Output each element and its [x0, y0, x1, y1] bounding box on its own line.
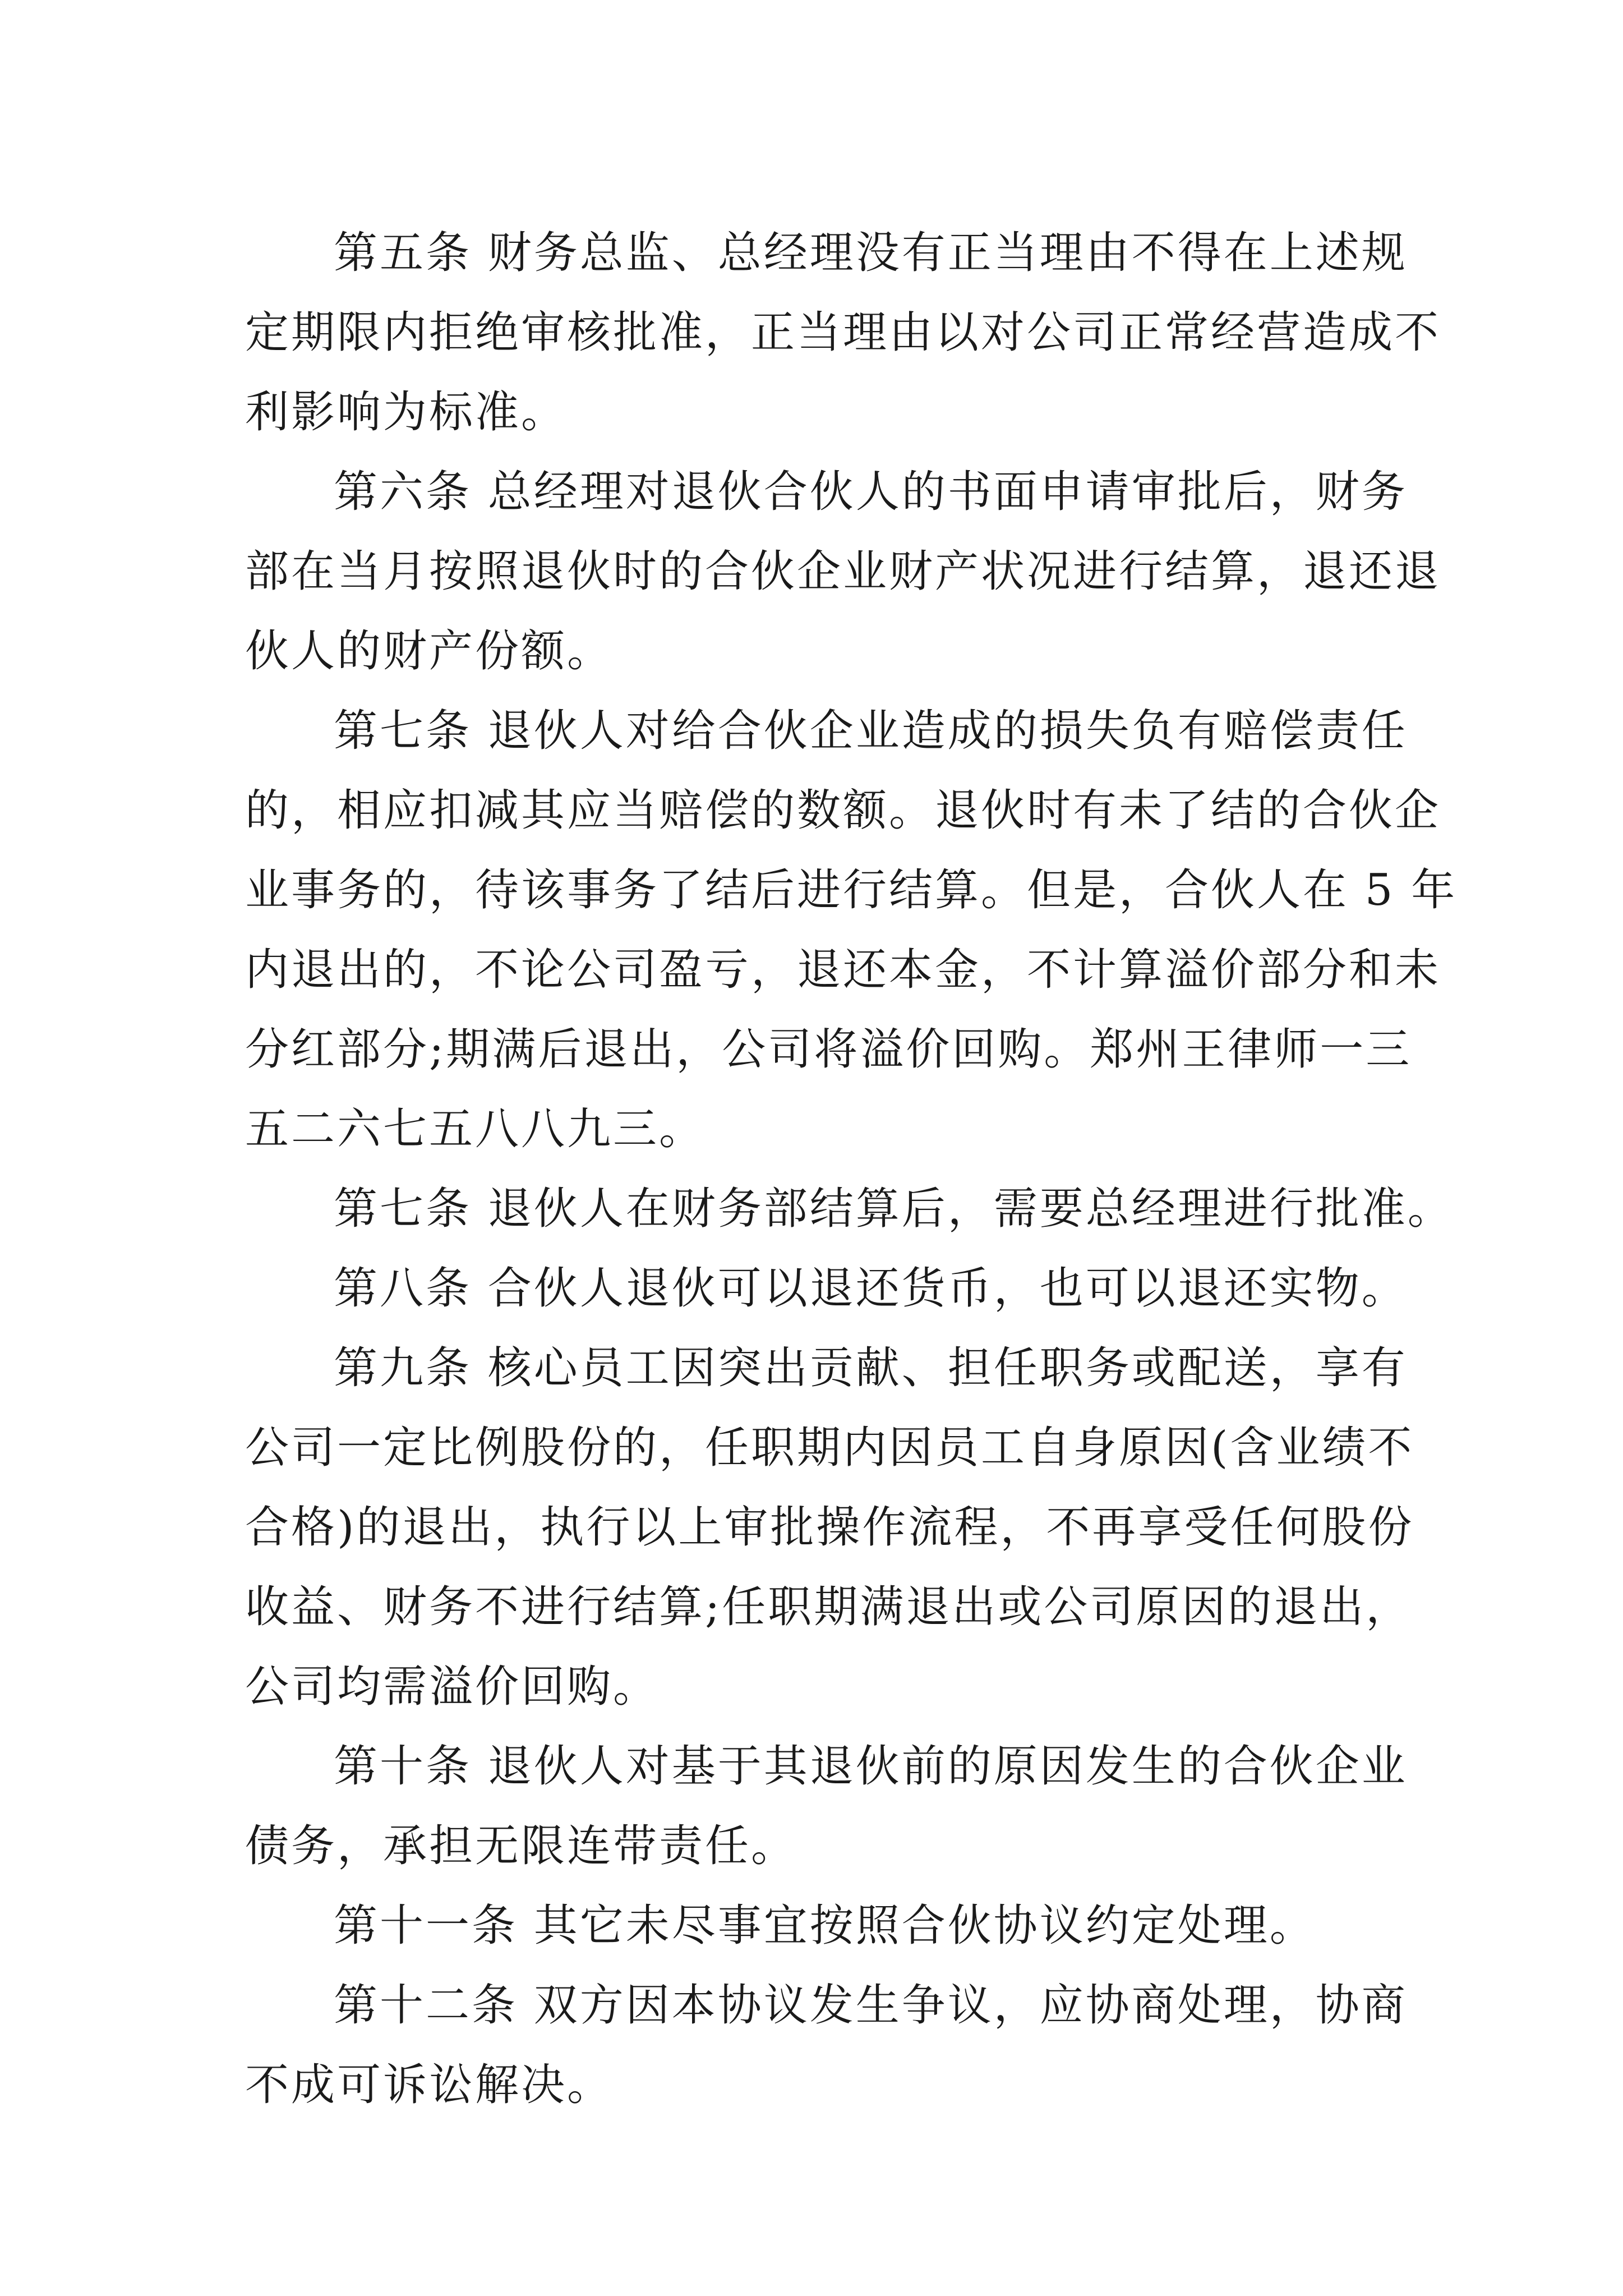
- article-heading-line: 第七条 退伙人对给合伙企业造成的损失负有赔偿责任: [334, 706, 1408, 756]
- article-heading-line: 第六条 总经理对退伙合伙人的书面申请审批后，财务: [334, 467, 1408, 517]
- document-body: [245, 213, 1458, 2125]
- paragraph: [245, 452, 1441, 691]
- text-line: 五二六七五八八九三。: [245, 1104, 706, 1154]
- article-heading-line: 第五条 财务总监、总经理没有正当理由不得在上述规: [334, 228, 1408, 278]
- paragraph: [245, 1169, 1454, 1249]
- paragraph: [245, 1886, 1389, 1966]
- text-line: 公司一定比例股份的，任职期内因员工自身原因(含业绩不: [245, 1423, 1414, 1473]
- text-line: 分红部分;期满后退出，公司将溢价回购。郑州王律师一三: [245, 1024, 1412, 1075]
- text-line: 合格)的退出，执行以上审批操作流程，不再享受任何股份: [245, 1502, 1414, 1553]
- text-line: 公司均需溢价回购。: [245, 1662, 660, 1712]
- article-heading-line: 第八条 合伙人退伙可以退还货币，也可以退还实物。: [334, 1263, 1408, 1314]
- article-heading-line: 第七条 退伙人在财务部结算后，需要总经理进行批准。: [334, 1184, 1454, 1234]
- text-line: 内退出的，不论公司盈亏，退还本金，不计算溢价部分和未: [245, 945, 1441, 995]
- text-line: 业事务的，待该事务了结后进行结算。但是，合伙人在 5 年: [245, 865, 1458, 915]
- paragraph: [245, 1966, 1408, 2125]
- article-heading-line: 第十一条 其它未尽事宜按照合伙协议约定处理。: [334, 1901, 1316, 1951]
- article-heading-line: 第十二条 双方因本协议发生争议，应协商处理，协商: [334, 1980, 1408, 2031]
- text-line: 的，相应扣减其应当赔偿的数额。退伙时有未了结的合伙企: [245, 785, 1441, 836]
- text-line: 收益、财务不进行结算;任职期满退出或公司原因的退出，: [245, 1582, 1412, 1632]
- text-line: 利影响为标准。: [245, 387, 568, 438]
- paragraph: [245, 213, 1441, 452]
- text-line: 部在当月按照退伙时的合伙企业财产状况进行结算，退还退: [245, 546, 1441, 597]
- paragraph: [245, 1328, 1414, 1727]
- article-heading-line: 第十条 退伙人对基于其退伙前的原因发生的合伙企业: [334, 1741, 1408, 1792]
- paragraph: [245, 691, 1458, 1169]
- paragraph: [245, 1249, 1408, 1328]
- article-heading-line: 第九条 核心员工因突出贡献、担任职务或配送，享有: [334, 1343, 1408, 1393]
- text-line: 不成可诉讼解决。: [245, 2060, 614, 2110]
- text-line: 定期限内拒绝审核批准，正当理由以对公司正常经营造成不: [245, 307, 1441, 358]
- text-line: 债务，承担无限连带责任。: [245, 1821, 797, 1871]
- text-line: 伙人的财产份额。: [245, 626, 614, 677]
- paragraph: [245, 1727, 1408, 1886]
